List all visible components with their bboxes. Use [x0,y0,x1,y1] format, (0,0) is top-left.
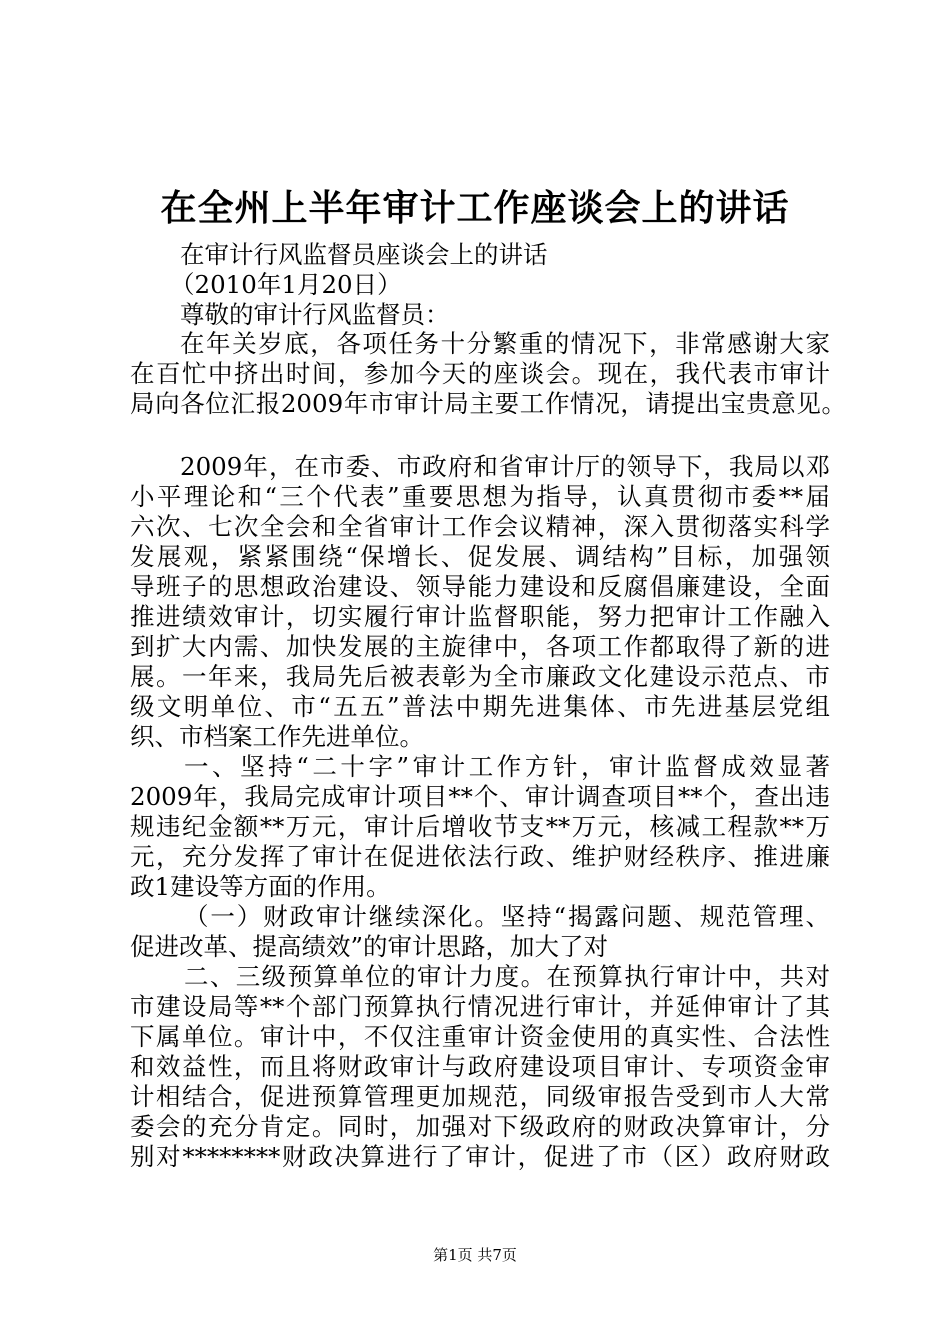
paragraph-line: 2009年，我局完成审计项目**个、审计调查项目**个，查出违 [130,782,830,811]
paragraph-line: 展。一年来，我局先后被表彰为全市廉政文化建设示范点、市 [130,662,830,691]
paragraph-line: 局向各位汇报2009年市审计局主要工作情况，请提出宝贵意见。 [130,389,846,418]
paragraph-line: 发展观，紧紧围绕“保增长、促发展、调结构”目标，加强领 [130,542,830,571]
paragraph-line: 促进改革、提高绩效”的审计思路，加大了对 [130,932,609,961]
paragraph-line: 推进绩效审计，切实履行审计监督职能，努力把审计工作融入 [130,602,830,631]
subsection-heading: （一）财政审计继续深化。坚持“揭露问题、规范管理、 [184,902,830,931]
paragraph-line: 元，充分发挥了审计在促进依法行政、维护财经秩序、推进廉 [130,842,830,871]
date-line: （2010年1月20日） [170,270,402,299]
section-heading: 一、坚持“二十字”审计工作方针，审计监督成效显著 [184,752,830,781]
paragraph-line: 到扩大内需、加快发展的主旋律中，各项工作都取得了新的进 [130,632,830,661]
paragraph-line: 织、市档案工作先进单位。 [130,722,424,751]
paragraph-line: 导班子的思想政治建设、领导能力建设和反腐倡廉建设，全面 [130,572,830,601]
salutation-line: 尊敬的审计行风监督员： [180,300,450,329]
paragraph-line: 在年关岁底，各项任务十分繁重的情况下，非常感谢大家 [180,329,830,358]
paragraph-line: 别对********财政决算进行了审计，促进了市（区）政府财政 [130,1142,830,1171]
paragraph-line: 市建设局等**个部门预算执行情况进行审计，并延伸审计了其 [130,992,830,1021]
paragraph-line: 计相结合，促进预算管理更加规范，同级审报告受到市人大常 [130,1082,830,1111]
paragraph-line: 政1建设等方面的作用。 [130,872,391,901]
paragraph-line: 委会的充分肯定。同时，加强对下级政府的财政决算审计，分 [130,1112,830,1141]
paragraph-line: 下属单位。审计中，不仅注重审计资金使用的真实性、合法性 [130,1022,830,1051]
paragraph-line: 在百忙中挤出时间，参加今天的座谈会。现在，我代表市审计 [130,359,830,388]
paragraph-line: 规违纪金额**万元，审计后增收节支**万元，核减工程款**万 [130,812,830,841]
paragraph-line: 小平理论和“三个代表”重要思想为指导，认真贯彻市委**届 [130,482,830,511]
paragraph-line: 和效益性，而且将财政审计与政府建设项目审计、专项资金审 [130,1052,830,1081]
page-number-footer: 第1页 共7页 [433,1246,517,1264]
paragraph-line: 六次、七次全会和全省审计工作会议精神，深入贯彻落实科学 [130,512,830,541]
paragraph-line: 级文明单位、市“五五”普法中期先进集体、市先进基层党组 [130,692,830,721]
document-title: 在全州上半年审计工作座谈会上的讲话 [160,187,790,229]
subtitle-line: 在审计行风监督员座谈会上的讲话 [180,240,548,269]
paragraph-line: 二、三级预算单位的审计力度。在预算执行审计中，共对 [184,962,830,991]
paragraph-line: 2009年，在市委、市政府和省审计厅的领导下，我局以邓 [180,452,830,481]
